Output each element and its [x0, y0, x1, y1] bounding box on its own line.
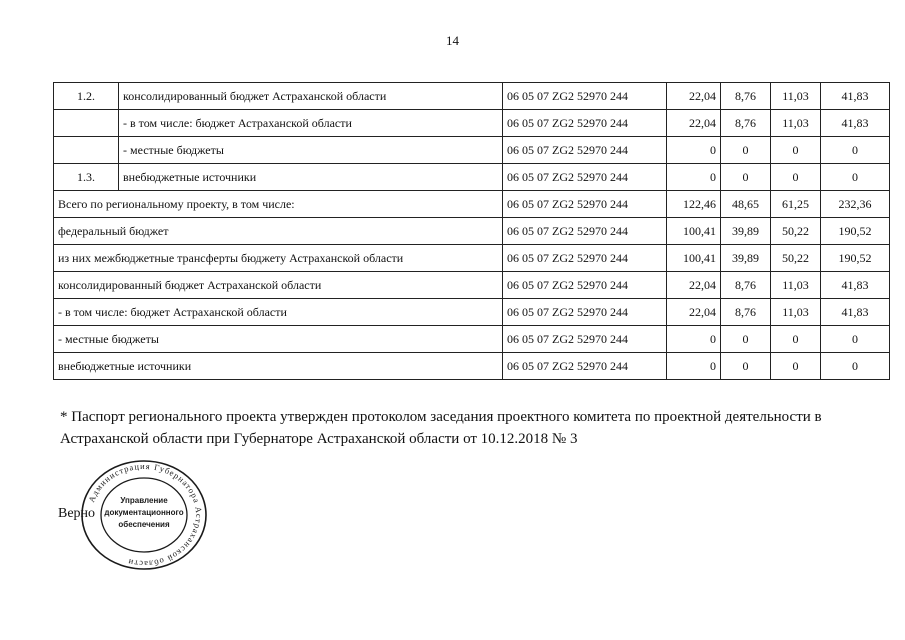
row-value-1: 0: [667, 164, 721, 191]
row-total: 190,52: [821, 218, 890, 245]
row-label: Всего по региональному проекту, в том числе:: [54, 191, 503, 218]
row-label: внебюджетные источники: [119, 164, 503, 191]
row-value-3: 61,25: [771, 191, 821, 218]
row-label: внебюджетные источники: [54, 353, 503, 380]
row-code: 06 05 07 ZG2 52970 244: [503, 110, 667, 137]
row-value-2: 0: [721, 137, 771, 164]
row-code: 06 05 07 ZG2 52970 244: [503, 83, 667, 110]
row-value-2: 8,76: [721, 299, 771, 326]
row-value-1: 0: [667, 353, 721, 380]
table-row: [54, 110, 890, 137]
row-code: 06 05 07 ZG2 52970 244: [503, 245, 667, 272]
row-code: 06 05 07 ZG2 52970 244: [503, 191, 667, 218]
footnote: * Паспорт регионального проекта утвержден протоколом заседания проектного комитета по проектной деятельности в Астраханской области при Губернаторе Астраханской области от 10.12.2018 № 3: [60, 409, 822, 447]
stamp-line-3: обеспечения: [118, 520, 170, 529]
row-label: - местные бюджеты: [119, 137, 503, 164]
row-index: [54, 137, 119, 164]
row-label: консолидированный бюджет Астраханской области: [119, 83, 503, 110]
row-total: 41,83: [821, 110, 890, 137]
row-total: 41,83: [821, 272, 890, 299]
row-total: 232,36: [821, 191, 890, 218]
row-code: 06 05 07 ZG2 52970 244: [503, 164, 667, 191]
table-row: [54, 164, 890, 191]
table-row: [54, 83, 890, 110]
row-value-3: 11,03: [771, 299, 821, 326]
row-total: 0: [821, 353, 890, 380]
row-value-2: 0: [721, 353, 771, 380]
row-value-3: 11,03: [771, 110, 821, 137]
table-row: [54, 326, 890, 353]
row-value-3: 50,22: [771, 218, 821, 245]
row-code: 06 05 07 ZG2 52970 244: [503, 326, 667, 353]
row-index: 1.3.: [54, 164, 119, 191]
row-value-1: 22,04: [667, 299, 721, 326]
row-value-2: 8,76: [721, 272, 771, 299]
row-code: 06 05 07 ZG2 52970 244: [503, 299, 667, 326]
row-code: 06 05 07 ZG2 52970 244: [503, 353, 667, 380]
row-value-1: 22,04: [667, 272, 721, 299]
table-row: [54, 137, 890, 164]
stamp-line-1: Управление: [120, 496, 168, 505]
row-value-2: 0: [721, 326, 771, 353]
row-label: федеральный бюджет: [54, 218, 503, 245]
row-value-1: 22,04: [667, 83, 721, 110]
row-value-3: 11,03: [771, 83, 821, 110]
row-value-3: 50,22: [771, 245, 821, 272]
verno-label: Верно: [58, 506, 96, 521]
row-total: 41,83: [821, 299, 890, 326]
row-index: [54, 110, 119, 137]
official-stamp: [75, 458, 213, 572]
table-row: [54, 191, 890, 218]
row-value-3: 0: [771, 137, 821, 164]
row-value-1: 0: [667, 137, 721, 164]
row-value-3: 0: [771, 353, 821, 380]
row-value-1: 0: [667, 326, 721, 353]
row-value-2: 48,65: [721, 191, 771, 218]
row-value-1: 100,41: [667, 218, 721, 245]
row-label: из них межбюджетные трансферты бюджету Астраханской области: [54, 245, 503, 272]
row-value-2: 0: [721, 164, 771, 191]
table-row: [54, 218, 890, 245]
row-code: 06 05 07 ZG2 52970 244: [503, 137, 667, 164]
stamp-ring-text: Администрация Губернатора Астраханской области: [86, 460, 205, 570]
table-row: [54, 353, 890, 380]
row-label: - местные бюджеты: [54, 326, 503, 353]
table-row: [54, 245, 890, 272]
table-row: [54, 299, 890, 326]
row-code: 06 05 07 ZG2 52970 244: [503, 272, 667, 299]
row-value-1: 122,46: [667, 191, 721, 218]
row-value-2: 8,76: [721, 83, 771, 110]
row-total: 41,83: [821, 83, 890, 110]
row-value-2: 8,76: [721, 110, 771, 137]
row-label: - в том числе: бюджет Астраханской области: [119, 110, 503, 137]
row-total: 190,52: [821, 245, 890, 272]
row-value-1: 100,41: [667, 245, 721, 272]
page-number: 14: [446, 33, 459, 48]
row-value-3: 0: [771, 326, 821, 353]
budget-table: [53, 82, 890, 380]
stamp-line-2: документационного: [104, 508, 184, 517]
row-label: - в том числе: бюджет Астраханской области: [54, 299, 503, 326]
row-value-3: 0: [771, 164, 821, 191]
row-code: 06 05 07 ZG2 52970 244: [503, 218, 667, 245]
row-value-2: 39,89: [721, 245, 771, 272]
row-total: 0: [821, 326, 890, 353]
row-index: 1.2.: [54, 83, 119, 110]
row-value-3: 11,03: [771, 272, 821, 299]
row-total: 0: [821, 164, 890, 191]
row-value-2: 39,89: [721, 218, 771, 245]
row-label: консолидированный бюджет Астраханской области: [54, 272, 503, 299]
table-row: [54, 272, 890, 299]
row-value-1: 22,04: [667, 110, 721, 137]
row-total: 0: [821, 137, 890, 164]
